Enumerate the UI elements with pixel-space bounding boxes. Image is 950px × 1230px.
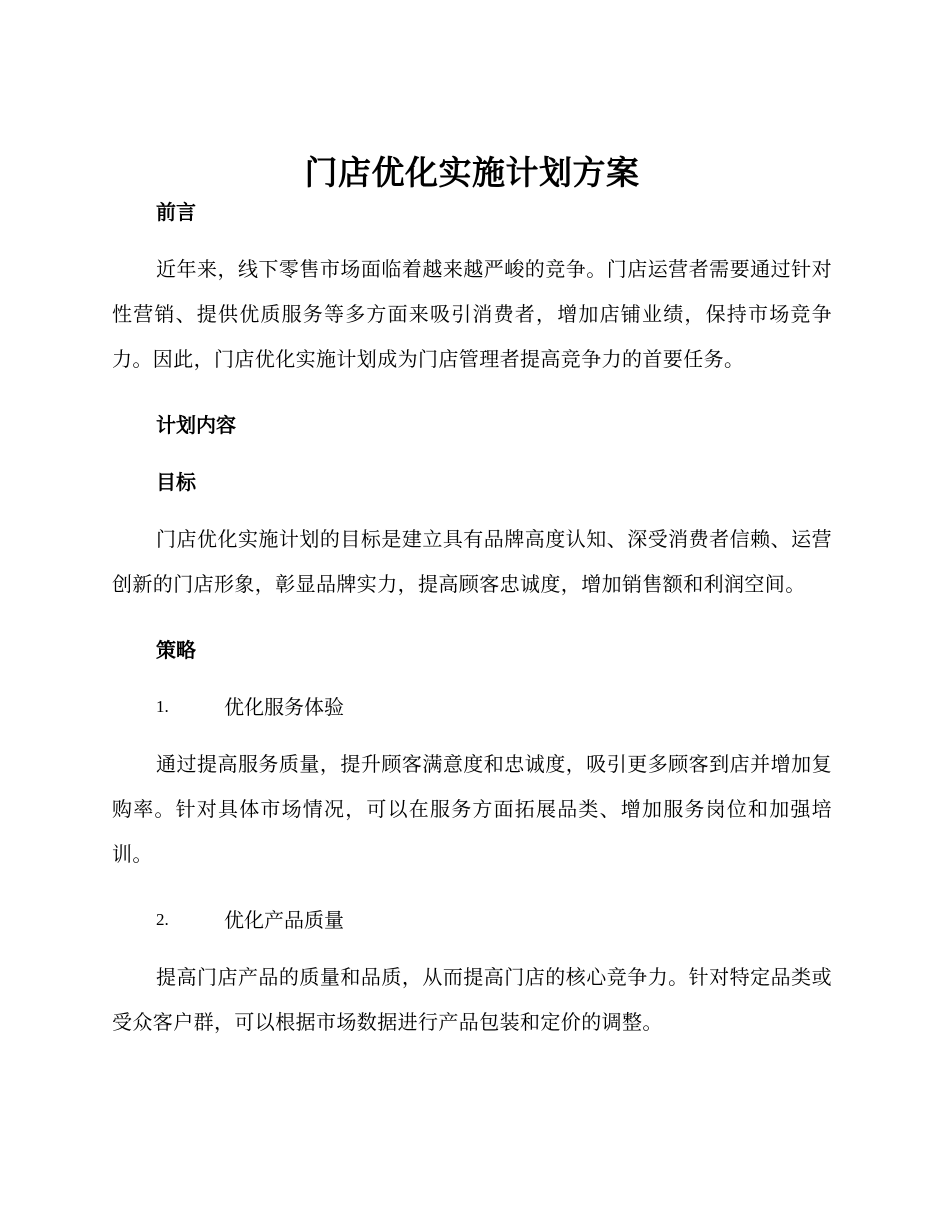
spacer [112,382,832,411]
strategy-item-2 [112,906,832,934]
goal-paragraph: 门店优化实施计划的目标是建立具有品牌高度认知、深受消费者信赖、运营创新的门店形象，彰显品牌实力，提高顾客忠诚度，增加销售额和利润空间。 [112,527,832,596]
strategy-paragraph-2: 提高门店产品的质量和品质，从而提高门店的核心竞争力。针对特定品类或受众客户群，可以根据市场数据进行产品包装和定价的调整。 [112,965,832,1034]
strategy-item-1 [112,693,832,721]
document-title: 门店优化实施计划方案 [304,153,640,192]
strategy-paragraph-1: 通过提高服务质量，提升顾客满意度和忠诚度，吸引更多顾客到店并增加复购率。针对具体市场情况，可以在服务方面拓展品类、增加服务岗位和加强培训。 [112,752,832,866]
preface-heading: 前言 [156,200,196,224]
list-number: 2. [156,910,169,929]
spacer [112,877,832,906]
strategy-title: 优化产品质量 [224,908,344,932]
plan-heading: 计划内容 [156,413,236,437]
document-page [112,150,832,1045]
spacer [112,664,832,693]
spacer [112,439,832,468]
goal-heading: 目标 [156,470,196,494]
list-number: 1. [156,697,169,716]
strategy-title: 优化服务体验 [224,695,344,719]
spacer [112,607,832,636]
preface-paragraph: 近年来，线下零售市场面临着越来越严峻的竞争。门店运营者需要通过针对性营销、提供优质服务等多方面来吸引消费者，增加店铺业绩，保持市场竞争力。因此，门店优化实施计划成为门店管理者提高竞争力的首要任务。 [112,257,832,371]
strategy-heading: 策略 [156,638,196,662]
